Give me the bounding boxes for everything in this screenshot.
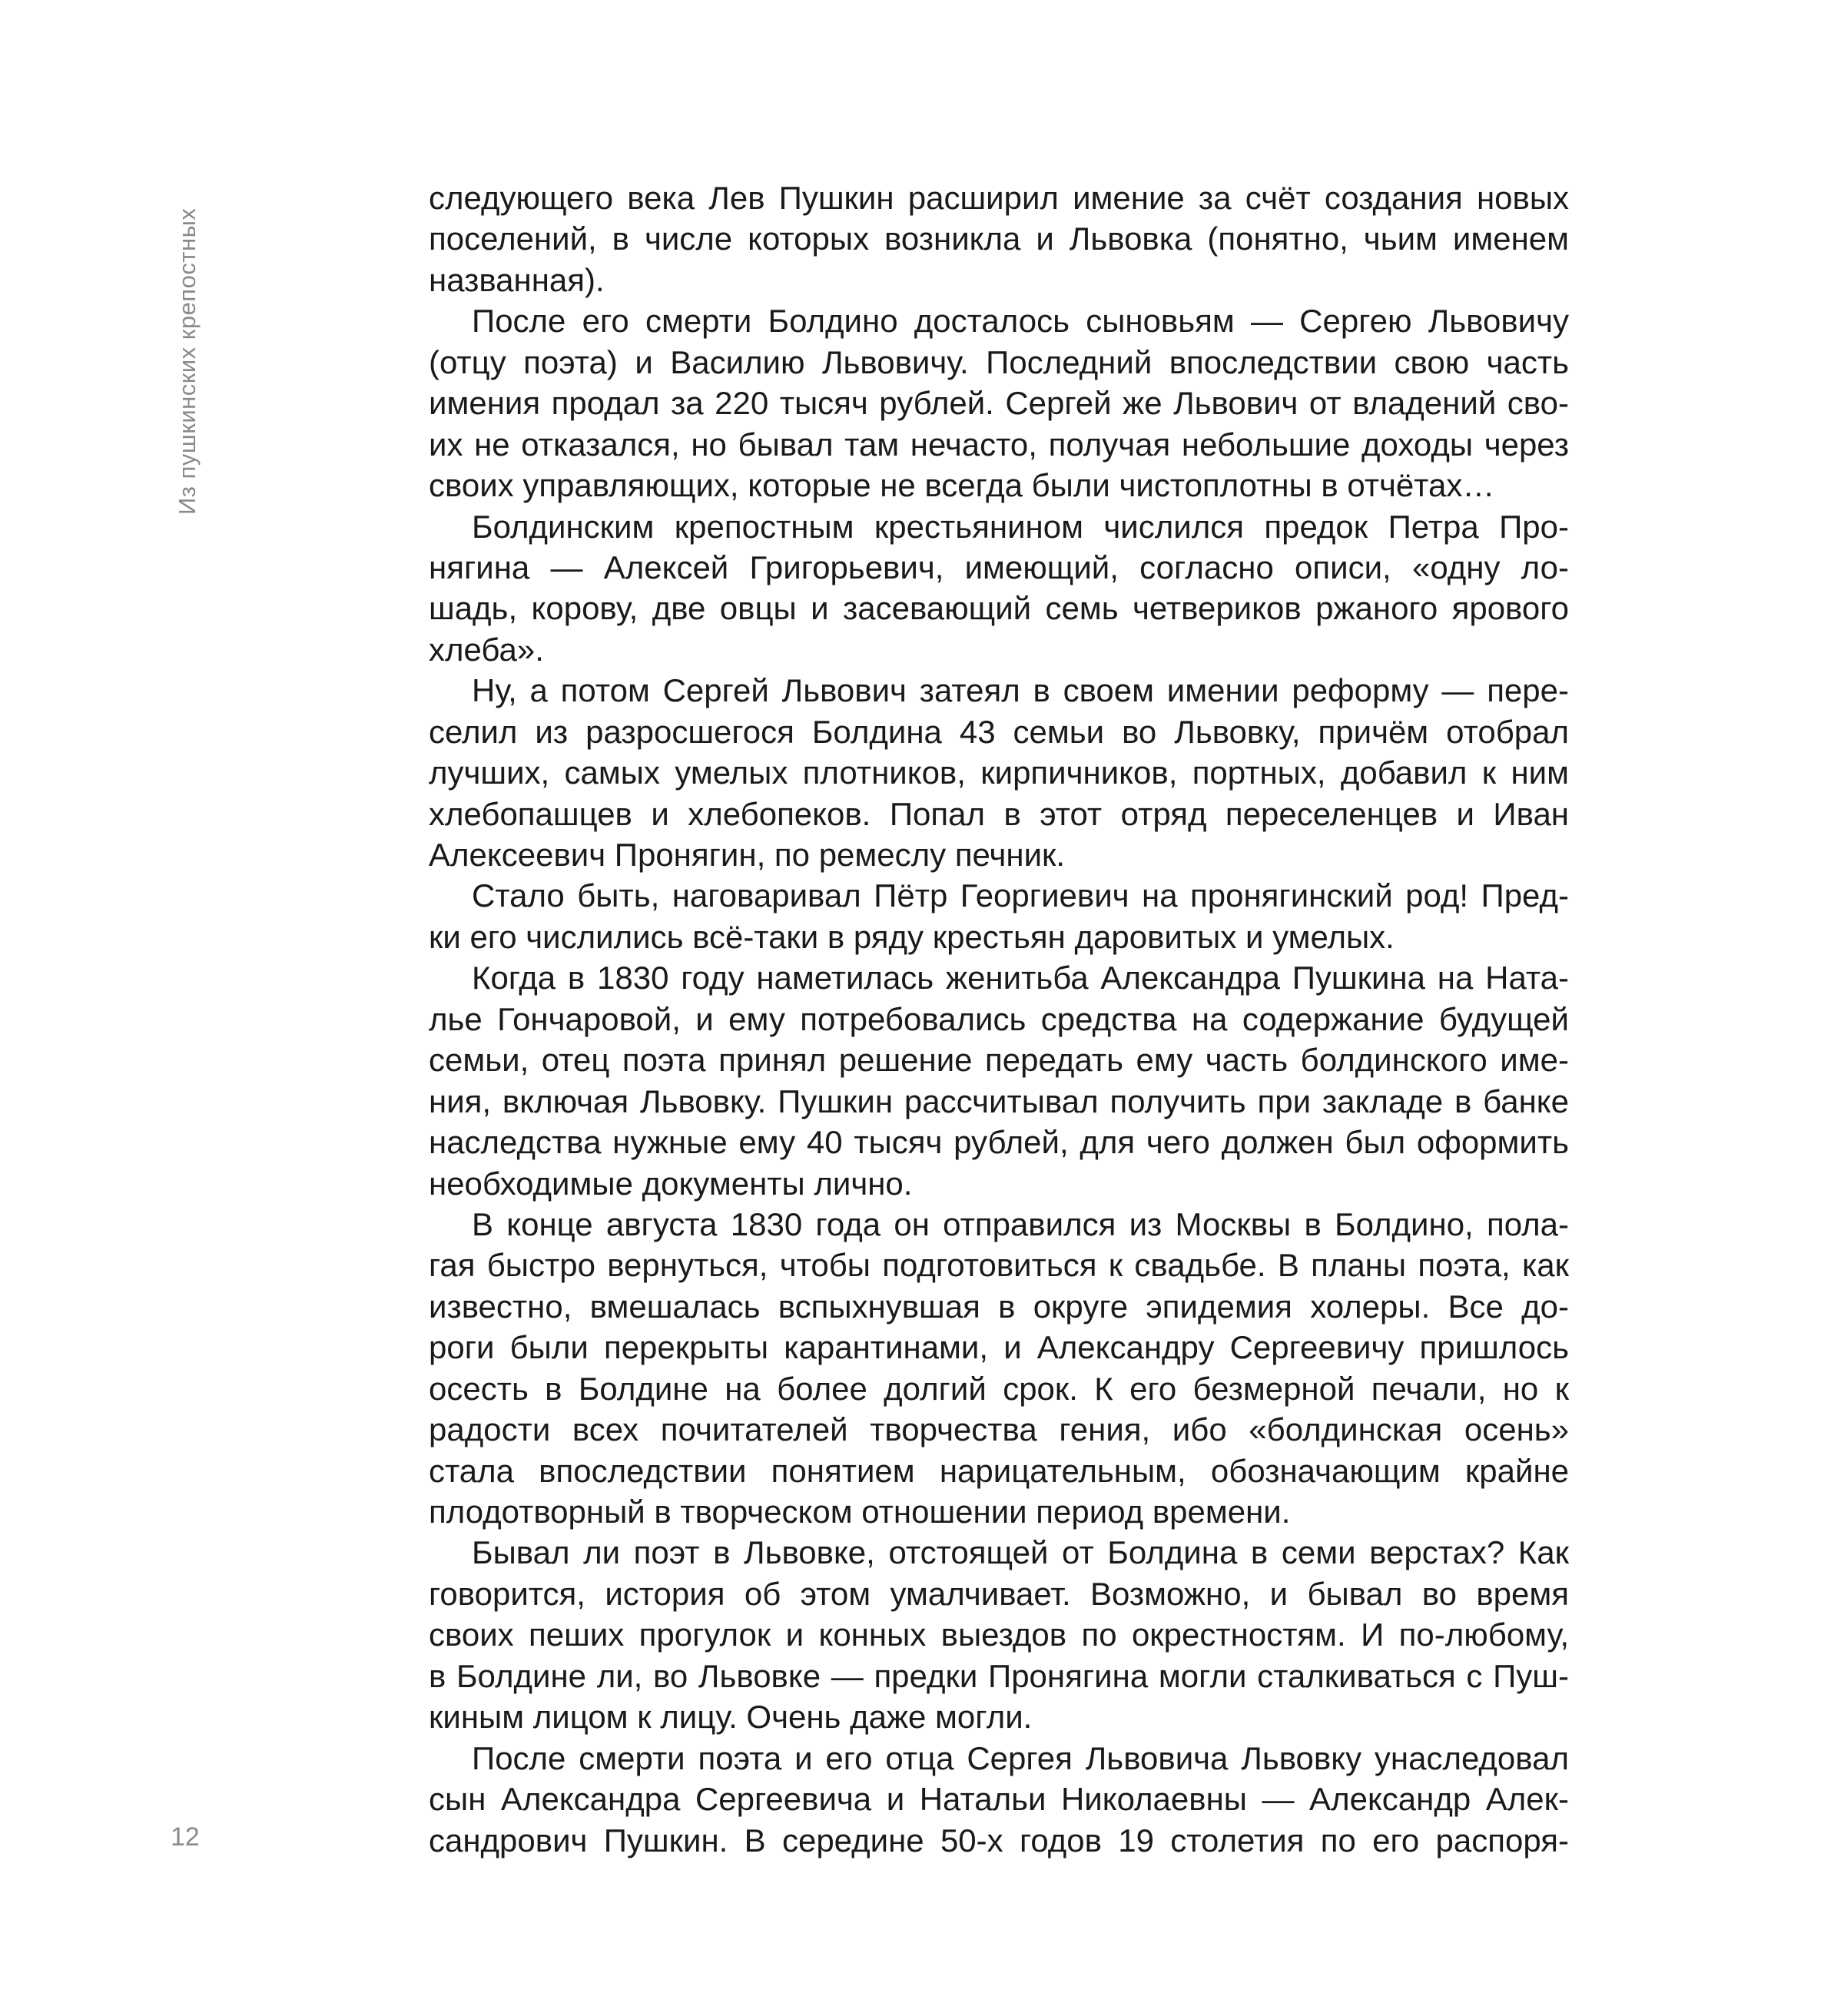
text-line: Болдинским крепостным крестьянином числился предок Петра Про-	[472, 508, 1569, 545]
paragraph	[429, 177, 1569, 300]
text-line: Стало быть, наговаривал Пётр Георгиевич на пронягинский род! Пред-	[472, 877, 1569, 914]
text-line: следующего века Лев Пушкин расширил имение за счёт создания новых	[429, 180, 1569, 216]
text-line: хлебопашцев и хлебопеков. Попал в этот отряд переселенцев и Иван	[429, 795, 1569, 832]
text-line: говорится, история об этом умалчивает. Возможно, и бывал во время	[429, 1575, 1569, 1612]
text-line: Бывал ли поэт в Львовке, отстоящей от Болдина в семи верстах? Как	[472, 1534, 1569, 1571]
paragraph	[429, 506, 1569, 671]
text-line: Алексеевич Пронягин, по ремеслу печник.	[429, 837, 1066, 873]
text-line: селил из разросшегося Болдина 43 семьи во Львовку, причём отобрал	[429, 713, 1569, 750]
text-line: нягина — Алексей Григорьевич, имеющий, согласно описи, «одну ло-	[429, 549, 1569, 585]
text-line: наследства нужные ему 40 тысяч рублей, для чего должен был оформить	[429, 1124, 1569, 1161]
text-line: Ну, а потом Сергей Львович затеял в своем имении реформу — пере-	[472, 672, 1569, 709]
text-line: названная).	[429, 261, 605, 298]
text-line: плодотворный в творческом отношении период времени.	[429, 1494, 1291, 1530]
text-line: киным лицом к лицу. Очень даже могли.	[429, 1699, 1033, 1736]
text-line: радости всех почитателей творчества гения, ибо «болдинская осень»	[429, 1411, 1569, 1448]
text-line: лье Гончаровой, и ему потребовались средства на содержание будущей	[429, 1000, 1569, 1037]
paragraph	[429, 957, 1569, 1204]
text-line: роги были перекрыты карантинами, и Александру Сергеевичу пришлось	[429, 1329, 1569, 1366]
text-line: (отцу поэта) и Василию Львовичу. Последний впоследствии свою часть	[429, 343, 1569, 380]
paragraph	[429, 875, 1569, 957]
text-line: ки его числились всё-таки в ряду крестьян даровитых и умелых.	[429, 918, 1395, 955]
text-line: Когда в 1830 году наметилась женитьба Александра Пушкина на Ната-	[472, 960, 1569, 996]
text-line: сын Александра Сергеевича и Натальи Николаевны — Александр Алек-	[429, 1781, 1569, 1818]
text-line: своих управляющих, которые не всегда были чистоплотны в отчётах…	[429, 467, 1495, 504]
text-line: В конце августа 1830 года он отправился из Москвы в Болдино, пола-	[472, 1205, 1569, 1242]
text-line: осесть в Болдине на более долгий срок. К его безмерной печали, но к	[429, 1370, 1569, 1407]
paragraph	[429, 670, 1569, 875]
text-line: ния, включая Львовку. Пушкин рассчитывал получить при закладе в банке	[429, 1083, 1569, 1119]
paragraph	[429, 300, 1569, 506]
text-line: имения продал за 220 тысяч рублей. Сергей же Львович от владений сво-	[429, 385, 1569, 422]
paragraph	[429, 1204, 1569, 1533]
text-line: в Болдине ли, во Львовке — предки Пронягина могли сталкиваться с Пуш-	[429, 1657, 1569, 1694]
text-line: своих пеших прогулок и конных выездов по окрестностям. И по-любому,	[429, 1616, 1569, 1653]
paragraph	[429, 1532, 1569, 1737]
text-line: их не отказался, но бывал там нечасто, получая небольшие доходы через	[429, 426, 1569, 463]
running-head: Из пушкинских крепостных	[174, 207, 201, 515]
text-line: После его смерти Болдино досталось сыновьям — Сергею Львовичу	[472, 303, 1569, 340]
text-line: стала впоследствии понятием нарицательным, обозначающим крайне	[429, 1452, 1569, 1489]
text-line: шадь, корову, две овцы и засевающий семь четвериков ржаного ярового	[429, 590, 1569, 627]
text-line: необходимые документы лично.	[429, 1165, 913, 1202]
text-line: хлеба».	[429, 631, 544, 668]
text-line: поселений, в числе которых возникла и Львовка (понятно, чьим именем	[429, 220, 1569, 257]
body-text	[429, 177, 1569, 1861]
text-line: лучших, самых умелых плотников, кирпичников, портных, добавил к ним	[429, 754, 1569, 791]
text-line: После смерти поэта и его отца Сергея Львовича Львовку унаследовал	[472, 1739, 1569, 1776]
text-line: семьи, отец поэта принял решение передать ему часть болдинского име-	[429, 1042, 1569, 1079]
page-number: 12	[171, 1822, 200, 1852]
text-line: известно, вмешалась вспыхнувшая в округе эпидемия холеры. Все до-	[429, 1288, 1569, 1325]
text-line: гая быстро вернуться, чтобы подготовиться к свадьбе. В планы поэта, как	[429, 1247, 1569, 1284]
paragraph	[429, 1738, 1569, 1861]
text-line: сандрович Пушкин. В середине 50-х годов 19 столетия по его распоря-	[429, 1822, 1569, 1858]
